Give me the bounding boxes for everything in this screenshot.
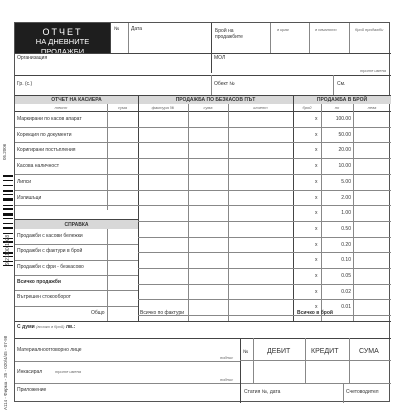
x-mark: х bbox=[315, 195, 318, 201]
three-names-hint: трите имена bbox=[360, 68, 387, 73]
responsible-label: Материалноотговорно лице bbox=[17, 347, 82, 353]
report-form bbox=[14, 22, 390, 402]
denomination-value: 20.00 bbox=[338, 147, 351, 153]
x-mark: х bbox=[315, 132, 318, 138]
x-mark: х bbox=[315, 179, 318, 185]
x-mark: х bbox=[315, 304, 318, 310]
title-line2: НА ДНЕВНИТЕ ПРОДАЖБИ bbox=[35, 37, 90, 56]
all-invoices-label: Всичко по фактури bbox=[140, 310, 185, 316]
in-words-label: С думи bbox=[17, 324, 35, 330]
in-words-hint: (всичко в брой) bbox=[36, 324, 65, 329]
col-sum: сума bbox=[118, 105, 127, 110]
x-mark: х bbox=[315, 273, 318, 279]
cashier-report-title: ОТЧЕТ НА КАСИЕРА bbox=[51, 97, 102, 103]
x-mark: х bbox=[315, 289, 318, 295]
at-end-label: в края bbox=[277, 27, 289, 32]
denomination-value: 0.02 bbox=[341, 289, 351, 295]
accountant-label: Счетоводител bbox=[346, 389, 379, 395]
all-cash-label: Всичко в брой bbox=[297, 310, 333, 316]
denomination-value: 0.50 bbox=[341, 226, 351, 232]
cashier-row-label: Излишъци bbox=[17, 195, 42, 201]
at-start-label: в началото bbox=[315, 27, 337, 32]
object-label: Обект № bbox=[214, 81, 235, 87]
sales-count-label: брой продажби bbox=[355, 27, 384, 32]
denomination-value: 1.00 bbox=[341, 210, 351, 216]
col-invoice: фактура № bbox=[151, 105, 175, 110]
denomination-value: 0.10 bbox=[341, 257, 351, 263]
collector-label: Инкасирал bbox=[17, 369, 43, 375]
cash-label: См. bbox=[337, 81, 346, 87]
debit-label: ДЕБИТ bbox=[267, 348, 291, 355]
col-leva: лева bbox=[367, 105, 377, 110]
col-text: текст bbox=[54, 105, 68, 110]
cashier-row-label: Маркирани по касов апарат bbox=[17, 116, 82, 122]
organization-label: Организация bbox=[17, 55, 48, 61]
col-count: брой bbox=[302, 105, 312, 110]
side-date-code: 05.2006 bbox=[2, 143, 7, 160]
denomination-value: 50.00 bbox=[338, 132, 351, 138]
signature-hint-2: подпис bbox=[220, 377, 234, 382]
posted-label: Статия №, дата bbox=[244, 389, 281, 395]
cashier-row-label: Корекция по документи bbox=[17, 132, 72, 138]
mol-label: МОЛ bbox=[214, 55, 226, 61]
denomination-value: 100.00 bbox=[335, 116, 351, 122]
col-by: по bbox=[334, 105, 340, 110]
collector-names-hint: трите имена bbox=[55, 369, 82, 374]
cashier-row-label: Коригирани постъпления bbox=[17, 147, 76, 153]
city-label: Гр. (с.) bbox=[17, 81, 33, 87]
title-line1: ОТЧЕТ bbox=[42, 27, 83, 37]
number-label: № bbox=[114, 26, 120, 32]
form-title bbox=[15, 23, 110, 56]
x-mark: х bbox=[315, 163, 318, 169]
reference-row-label: Всичко продажби bbox=[17, 279, 61, 285]
date-label: Дата bbox=[131, 26, 143, 32]
footer-number-label: № bbox=[243, 349, 249, 355]
col-sum2: сума bbox=[203, 105, 213, 110]
x-mark: х bbox=[315, 147, 318, 153]
total-label: Общо bbox=[91, 310, 105, 316]
col-client: клиент bbox=[253, 105, 268, 110]
side-barcode-number: 9 21100 1028 bbox=[5, 234, 11, 265]
denomination-value: 10.00 bbox=[338, 163, 351, 169]
denomination-value: 0.05 bbox=[341, 273, 351, 279]
x-mark: х bbox=[315, 257, 318, 263]
attachment-label: Приложение bbox=[17, 387, 47, 393]
reference-title: СПРАВКА bbox=[64, 222, 89, 228]
signature-hint: подпис bbox=[220, 355, 234, 360]
x-mark: х bbox=[315, 116, 318, 122]
denomination-value: 5.00 bbox=[341, 179, 351, 185]
cash-count-title: ПРОДАЖБА В БРОЙ bbox=[316, 97, 368, 103]
reference-row-label: Продажби с фри - безкасово bbox=[17, 264, 84, 270]
x-mark: х bbox=[315, 242, 318, 248]
x-mark: х bbox=[315, 226, 318, 232]
denomination-value: 0.01 bbox=[341, 304, 351, 310]
receipts-label: Брой на продажбите bbox=[215, 28, 243, 40]
side-form-code: A114 - Фирма - 35 - 020/4/45 - 07-98 bbox=[3, 335, 8, 410]
cashier-row-label: Касова наличност bbox=[17, 163, 59, 169]
cashier-row-label: Липси bbox=[17, 179, 32, 185]
leva-abbr: лв.: bbox=[65, 324, 76, 330]
reference-row-label: Вътрешен стокооборот bbox=[17, 294, 71, 300]
denomination-value: 2.00 bbox=[341, 195, 351, 201]
credit-label: КРЕДИТ bbox=[311, 348, 339, 355]
reference-row-label: Продажби с касови бележки bbox=[17, 233, 83, 239]
noncash-sales-title: ПРОДАЖБА ПО БЕЗКАСОВ ПЪТ bbox=[175, 97, 256, 103]
footer-sum-label: СУМА bbox=[359, 348, 379, 355]
reference-row-label: Продажби с фактури в брой bbox=[17, 248, 83, 254]
denomination-value: 0.20 bbox=[341, 242, 351, 248]
x-mark: х bbox=[315, 210, 318, 216]
